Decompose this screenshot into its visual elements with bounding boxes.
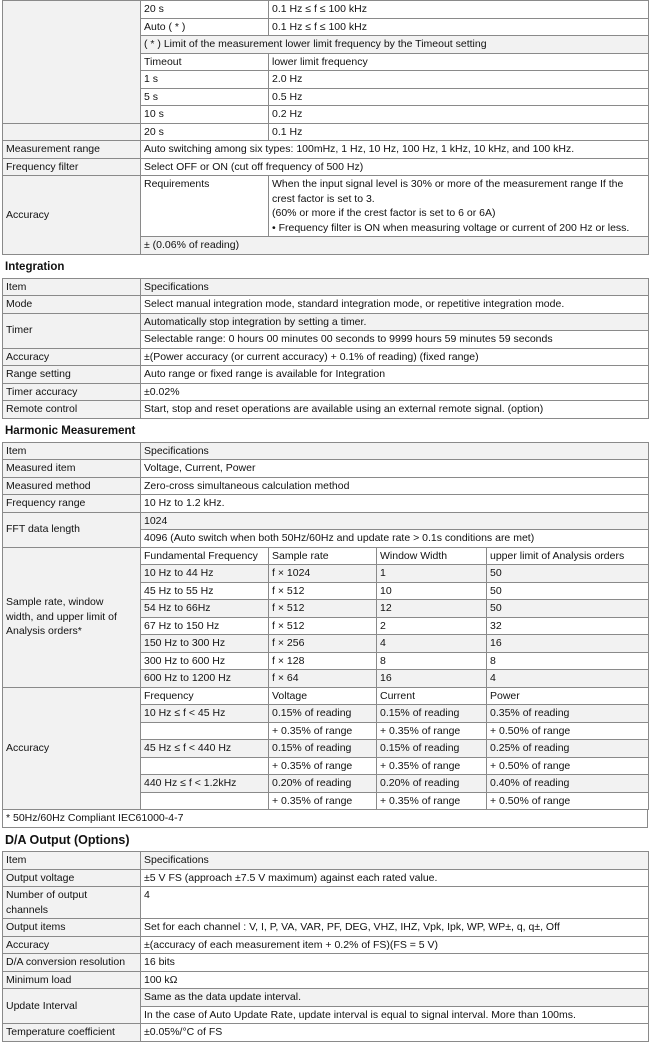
row-label: Measured method bbox=[3, 477, 141, 495]
table-cell: f × 512 bbox=[269, 617, 377, 635]
table-header-cell: Specifications bbox=[141, 852, 649, 870]
table-cell: Auto range or fixed range is available for Integration bbox=[141, 366, 649, 384]
table-header-cell: Item bbox=[3, 852, 141, 870]
text-line: Number of output bbox=[6, 889, 88, 901]
table-row bbox=[3, 176, 649, 237]
table-cell: Start, stop and reset operations are available using an external remote signal. (option) bbox=[141, 401, 649, 419]
table-cell: ±5 V FS (approach ±7.5 V maximum) against each rated value. bbox=[141, 869, 649, 887]
table-cell: 0.5 Hz bbox=[269, 88, 649, 106]
table-header-cell: upper limit of Analysis orders bbox=[487, 547, 649, 565]
table-row bbox=[3, 401, 649, 419]
table-row bbox=[3, 547, 649, 565]
table-cell: 300 Hz to 600 Hz bbox=[141, 652, 269, 670]
table-row bbox=[3, 158, 649, 176]
table-cell: Zero-cross simultaneous calculation method bbox=[141, 477, 649, 495]
table-row bbox=[3, 1, 649, 19]
row-label: Temperature coefficient bbox=[3, 1024, 141, 1042]
table-cell: 0.15% of reading bbox=[377, 740, 487, 758]
table-row bbox=[3, 989, 649, 1007]
row-label: Measured item bbox=[3, 460, 141, 478]
table-cell: + 0.35% of range bbox=[269, 792, 377, 810]
table-header-cell: Item bbox=[3, 278, 141, 296]
table-cell: f × 512 bbox=[269, 582, 377, 600]
table-cell: + 0.35% of range bbox=[377, 722, 487, 740]
section-title-integration: Integration bbox=[5, 260, 65, 273]
table-header-row bbox=[3, 442, 649, 460]
table-cell: 50 bbox=[487, 600, 649, 618]
row-label: Output voltage bbox=[3, 869, 141, 887]
table-header-cell: Current bbox=[377, 687, 487, 705]
text-line: (60% or more if the crest factor is set to 6 or 6A) bbox=[272, 207, 496, 219]
table-row bbox=[3, 936, 649, 954]
row-label: Timer accuracy bbox=[3, 383, 141, 401]
table-row bbox=[3, 348, 649, 366]
row-label: Update Interval bbox=[3, 989, 141, 1024]
table-row bbox=[3, 123, 649, 141]
table-cell bbox=[141, 722, 269, 740]
table-row bbox=[3, 687, 649, 705]
harmonic-spec-table bbox=[2, 442, 649, 811]
table-row bbox=[3, 869, 649, 887]
table-cell: Auto switching among six types: 100mHz, 1 Hz, 10 Hz, 100 Hz, 1 kHz, 10 kHz, and 100 kHz. bbox=[141, 141, 649, 159]
row-label: Accuracy bbox=[3, 176, 141, 255]
table-cell: Select manual integration mode, standard integration mode, or repetitive integration mode. bbox=[141, 296, 649, 314]
table-cell: 2 bbox=[377, 617, 487, 635]
table-cell: Voltage, Current, Power bbox=[141, 460, 649, 478]
text-line: width, and upper limit of bbox=[6, 610, 117, 623]
table-header-cell: lower limit frequency bbox=[269, 53, 649, 71]
table-cell: + 0.50% of range bbox=[487, 722, 649, 740]
table-cell: + 0.50% of range bbox=[487, 757, 649, 775]
table-cell: ±0.05%/°C of FS bbox=[141, 1024, 649, 1042]
row-label: Range setting bbox=[3, 366, 141, 384]
table-cell: 16 bits bbox=[141, 954, 649, 972]
table-cell: 0.15% of reading bbox=[377, 705, 487, 723]
table-row bbox=[3, 512, 649, 530]
table-cell: 0.15% of reading bbox=[269, 740, 377, 758]
table-cell: 16 bbox=[487, 635, 649, 653]
table-cell: 0.25% of reading bbox=[487, 740, 649, 758]
table-row bbox=[3, 495, 649, 513]
table-cell bbox=[141, 757, 269, 775]
table-cell: 54 Hz to 66Hz bbox=[141, 600, 269, 618]
table-header-cell: Item bbox=[3, 442, 141, 460]
text-line: Sample rate, window bbox=[6, 596, 104, 609]
table-cell: 10 Hz to 1.2 kHz. bbox=[141, 495, 649, 513]
table-header-cell: Specifications bbox=[141, 442, 649, 460]
table-cell: f × 128 bbox=[269, 652, 377, 670]
table-cell: 45 Hz to 55 Hz bbox=[141, 582, 269, 600]
table-cell: 1 s bbox=[141, 71, 269, 89]
table-cell: Set for each channel : V, I, P, VA, VAR, PF, DEG, VHZ, IHZ, Vpk, Ipk, WP, WP±, q, q±, Off bbox=[141, 919, 649, 937]
table-header-cell: Specifications bbox=[141, 278, 649, 296]
table-cell: 2.0 Hz bbox=[269, 71, 649, 89]
row-label: Minimum load bbox=[3, 971, 141, 989]
row-label: Timer bbox=[3, 313, 141, 348]
table-cell: 50 bbox=[487, 565, 649, 583]
table-cell: + 0.35% of range bbox=[377, 792, 487, 810]
table-cell: f × 256 bbox=[269, 635, 377, 653]
blank-label-cell bbox=[3, 1, 141, 124]
row-label: D/A conversion resolution bbox=[3, 954, 141, 972]
table-cell: 4 bbox=[487, 670, 649, 688]
table-cell: f × 64 bbox=[269, 670, 377, 688]
row-label: FFT data length bbox=[3, 512, 141, 547]
table-header-row bbox=[3, 852, 649, 870]
table-cell: In the case of Auto Update Rate, update interval is equal to signal interval. More than 100ms. bbox=[141, 1006, 649, 1024]
table-header-cell: Fundamental Frequency bbox=[141, 547, 269, 565]
table-cell: 0.2 Hz bbox=[269, 106, 649, 124]
table-cell: Automatically stop integration by setting a timer. bbox=[141, 313, 649, 331]
row-label: Mode bbox=[3, 296, 141, 314]
table-cell: 10 Hz to 44 Hz bbox=[141, 565, 269, 583]
table-cell: 8 bbox=[487, 652, 649, 670]
table-header-cell: Sample rate bbox=[269, 547, 377, 565]
table-row bbox=[3, 971, 649, 989]
table-cell: ±(accuracy of each measurement item + 0.2% of FS)(FS = 5 V) bbox=[141, 936, 649, 954]
table-cell: 0.15% of reading bbox=[269, 705, 377, 723]
row-label: Measurement range bbox=[3, 141, 141, 159]
table-cell: 10 bbox=[377, 582, 487, 600]
table-cell: + 0.50% of range bbox=[487, 792, 649, 810]
frequency-spec-table bbox=[2, 0, 649, 255]
table-cell: 8 bbox=[377, 652, 487, 670]
table-row bbox=[3, 460, 649, 478]
table-cell: 0.1 Hz bbox=[269, 123, 649, 141]
table-row bbox=[3, 383, 649, 401]
table-cell: Selectable range: 0 hours 00 minutes 00 seconds to 9999 hours 59 minutes 59 seconds bbox=[141, 331, 649, 349]
table-row bbox=[3, 954, 649, 972]
table-row bbox=[3, 366, 649, 384]
limit-note: ( * ) Limit of the measurement lower limit frequency by the Timeout setting bbox=[141, 36, 649, 54]
text-line: channels bbox=[6, 903, 49, 916]
requirements-text bbox=[269, 176, 649, 237]
table-cell: 600 Hz to 1200 Hz bbox=[141, 670, 269, 688]
text-line: • Frequency filter is ON when measuring voltage or current of 200 Hz or less. bbox=[272, 221, 630, 234]
text-line: When the input signal level is 30% or more of the measurement range If the bbox=[272, 178, 624, 190]
table-cell: + 0.35% of range bbox=[377, 757, 487, 775]
table-cell: ±(Power accuracy (or current accuracy) + 0.1% of reading) (fixed range) bbox=[141, 348, 649, 366]
table-cell: Same as the data update interval. bbox=[141, 989, 649, 1007]
table-cell: Auto ( * ) bbox=[141, 18, 269, 36]
table-row bbox=[3, 141, 649, 159]
table-cell: 12 bbox=[377, 600, 487, 618]
table-cell: 0.35% of reading bbox=[487, 705, 649, 723]
table-cell: Select OFF or ON (cut off frequency of 500 Hz) bbox=[141, 158, 649, 176]
table-cell: 32 bbox=[487, 617, 649, 635]
table-cell: 1 bbox=[377, 565, 487, 583]
table-cell: 45 Hz ≤ f < 440 Hz bbox=[141, 740, 269, 758]
table-header-cell: Voltage bbox=[269, 687, 377, 705]
table-header-cell: Window Width bbox=[377, 547, 487, 565]
table-header-cell: Power bbox=[487, 687, 649, 705]
table-cell: 5 s bbox=[141, 88, 269, 106]
integration-spec-table bbox=[2, 278, 649, 419]
table-cell: 20 s bbox=[141, 123, 269, 141]
table-cell: 1024 bbox=[141, 512, 649, 530]
text-line: crest factor is set to 3. bbox=[272, 192, 375, 205]
table-cell: 50 bbox=[487, 582, 649, 600]
table-cell: ±0.02% bbox=[141, 383, 649, 401]
table-cell bbox=[141, 792, 269, 810]
table-cell: f × 1024 bbox=[269, 565, 377, 583]
table-cell: 10 Hz ≤ f < 45 Hz bbox=[141, 705, 269, 723]
harmonic-footnote: * 50Hz/60Hz Compliant IEC61000-4-7 bbox=[2, 810, 648, 828]
table-cell: ± (0.06% of reading) bbox=[141, 237, 649, 255]
table-cell: f × 512 bbox=[269, 600, 377, 618]
row-label: Accuracy bbox=[3, 936, 141, 954]
table-cell: 4 bbox=[141, 887, 649, 919]
table-header-cell: Frequency bbox=[141, 687, 269, 705]
table-cell: 4 bbox=[377, 635, 487, 653]
row-label: Remote control bbox=[3, 401, 141, 419]
row-label: Accuracy bbox=[3, 348, 141, 366]
table-cell: 0.40% of reading bbox=[487, 775, 649, 793]
table-cell: 0.20% of reading bbox=[269, 775, 377, 793]
table-cell: 4096 (Auto switch when both 50Hz/60Hz and update rate > 0.1s conditions are met) bbox=[141, 530, 649, 548]
table-cell: 20 s bbox=[141, 1, 269, 19]
table-cell: 150 Hz to 300 Hz bbox=[141, 635, 269, 653]
row-label-sample-rate bbox=[3, 547, 141, 687]
table-cell: Requirements bbox=[141, 176, 269, 237]
section-title-da-output: D/A Output (Options) bbox=[5, 833, 130, 847]
table-cell: 0.20% of reading bbox=[377, 775, 487, 793]
table-cell: + 0.35% of range bbox=[269, 722, 377, 740]
table-row bbox=[3, 1024, 649, 1042]
table-row bbox=[3, 919, 649, 937]
section-title-harmonic: Harmonic Measurement bbox=[5, 424, 136, 437]
table-cell: + 0.35% of range bbox=[269, 757, 377, 775]
table-cell: 440 Hz ≤ f < 1.2kHz bbox=[141, 775, 269, 793]
da-output-spec-table bbox=[2, 851, 649, 1042]
row-label: Frequency filter bbox=[3, 158, 141, 176]
row-label: Output items bbox=[3, 919, 141, 937]
table-header-cell: Timeout bbox=[141, 53, 269, 71]
table-row bbox=[3, 887, 649, 919]
table-cell: 0.1 Hz ≤ f ≤ 100 kHz bbox=[269, 1, 649, 19]
table-cell: 0.1 Hz ≤ f ≤ 100 kHz bbox=[269, 18, 649, 36]
row-label: Accuracy bbox=[3, 687, 141, 810]
row-label: Frequency range bbox=[3, 495, 141, 513]
table-header-row bbox=[3, 278, 649, 296]
table-cell: 16 bbox=[377, 670, 487, 688]
text-line: Analysis orders* bbox=[6, 625, 82, 638]
blank-label-cell bbox=[3, 123, 141, 141]
row-label-channels bbox=[3, 887, 141, 919]
table-cell: 100 kΩ bbox=[141, 971, 649, 989]
table-cell: 10 s bbox=[141, 106, 269, 124]
table-row bbox=[3, 477, 649, 495]
table-cell: 67 Hz to 150 Hz bbox=[141, 617, 269, 635]
table-row bbox=[3, 296, 649, 314]
table-row bbox=[3, 313, 649, 331]
